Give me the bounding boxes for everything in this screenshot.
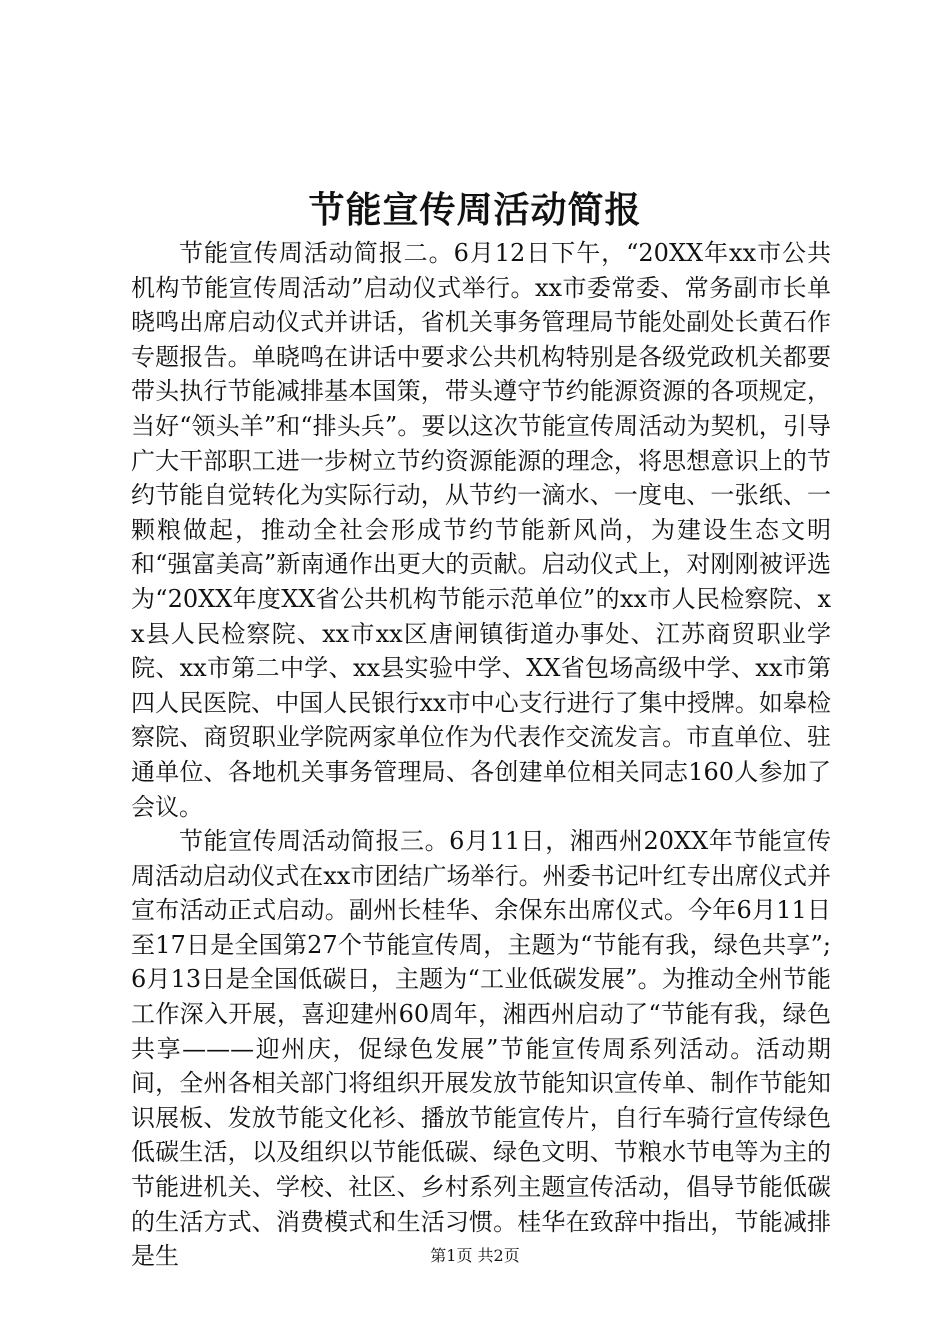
paragraph-2: 节能宣传周活动简报三。6月11日，湘西州20XX年节能宣传周活动启动仪式在xx市团结广场举行。州委书记叶红专出席仪式并宣布活动正式启动。副州长桂华、余保东出席仪式。今年6月11日至17日是全国第27个节能宣传周，主题为“节能有我，绿色共享”;6月13日是全国低碳日，主题为“工业低碳发展”。为推动全州节能工作深入开展，喜迎建州60周年，湘西州启动了“节能有我，绿色共享———迎州庆，促绿色发展”节能宣传周系列活动。活动期间，全州各相关部门将组织开展发放节能知识宣传单、制作节能知识展板、发放节能文化衫、播放节能宣传片，自行车骑行宣传绿色低碳生活，以及组织以节能低碳、绿色文明、节粮水节电等为主的节能进机关、学校、社区、乡村系列主题宣传活动，倡导节能低碳的生活方式、消费模式和生活习惯。桂华在致辞中指出，节能减排是生 xyxy=(131,827,831,1271)
page-footer: 第1页 共2页 xyxy=(430,1246,520,1265)
document-body xyxy=(131,236,831,1274)
document-title: 节能宣传周活动简报 xyxy=(308,189,642,231)
paragraph-1: 节能宣传周活动简报二。6月12日下午，“20XX年xx市公共机构节能宣传周活动”启动仪式举行。xx市委常委、常务副市长单晓鸣出席启动仪式并讲话，省机关事务管理局节能处副处长黄石作专题报告。单晓鸣在讲话中要求公共机构特别是各级党政机关都要带头执行节能减排基本国策，带头遵守节约能源资源的各项规定，当好“领头羊”和“排头兵”。要以这次节能宣传周活动为契机，引导广大干部职工进一步树立节约资源能源的理念，将思想意识上的节约节能自觉转化为实际行动，从节约一滴水、一度电、一张纸、一颗粮做起，推动全社会形成节约节能新风尚，为建设生态文明和“强富美高”新南通作出更大的贡献。启动仪式上，对刚刚被评选为“20XX年度XX省公共机构节能示范单位”的xx市人民检察院、xx县人民检察院、xx市xx区唐闸镇街道办事处、江苏商贸职业学院、xx市第二中学、xx县实验中学、XX省包场高级中学、xx市第四人民医院、中国人民银行xx市中心支行进行了集中授牌。如皋检察院、商贸职业学院两家单位作为代表作交流发言。市直单位、驻通单位、各地机关事务管理局、各创建单位相关同志160人参加了会议。 xyxy=(131,239,831,821)
